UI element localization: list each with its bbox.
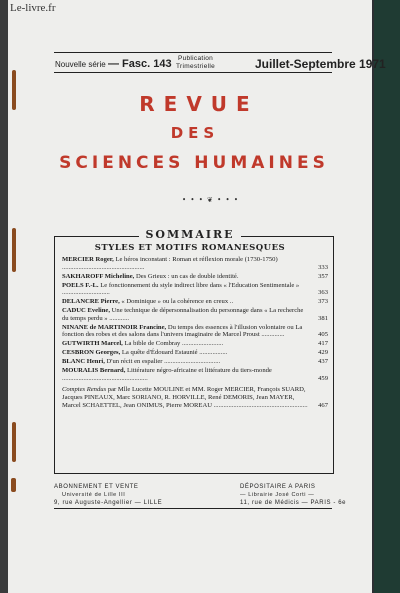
entry-title: Une technique de dépersonnalisation du personnage dans « La recherche du temps perdu » ............ bbox=[62, 307, 304, 322]
entry-author: MOURALIS Bernard, bbox=[62, 367, 126, 375]
entry-page: 405 bbox=[318, 331, 328, 339]
sommaire-title bbox=[8, 228, 372, 241]
entry-author: SAKHAROFF Micheline, bbox=[62, 272, 135, 280]
toc-entry bbox=[62, 256, 328, 271]
entry-title: D'un récit en espalier .................................. bbox=[106, 358, 221, 366]
comptes-rendus-entry bbox=[62, 386, 328, 409]
footer-left-line1: ABONNEMENT ET VENTE bbox=[54, 484, 139, 490]
watermark: Le-livre.fr bbox=[10, 2, 56, 14]
entry-title: « Dominique » ou la cohérence en creux .. bbox=[121, 298, 234, 306]
footer-rule bbox=[54, 508, 332, 509]
comptes-rendus-label: Comptes Rendus bbox=[62, 386, 107, 394]
footer-left-line2: Université de Lille III bbox=[62, 492, 126, 498]
entry-page: 429 bbox=[318, 349, 328, 357]
entry-page: 363 bbox=[318, 289, 328, 297]
toc-entry bbox=[62, 358, 328, 366]
publication-frequency bbox=[176, 55, 215, 71]
toc-entry bbox=[62, 324, 328, 339]
frequency-label: Trimestrielle bbox=[176, 63, 216, 70]
entry-title: Le fonctionnement du style indirect libre dans « l'Education Sentimentale » ............................. bbox=[62, 281, 300, 297]
footer-left-line3: 9, rue Auguste-Angellier — LILLE bbox=[54, 500, 163, 506]
footer-right-line2: — Librairie José Corti — bbox=[240, 492, 315, 498]
entry-author: BLANC Henri, bbox=[62, 358, 105, 366]
entry-author: MERCIER Roger, bbox=[62, 256, 114, 263]
entry-author: CADUC Eveline, bbox=[62, 307, 110, 315]
entry-title: Du temps des essences à l'illusion volontaire ou La fonction des robes et des salons dans l'univers imaginaire de Marcel Proust .............. bbox=[62, 323, 303, 339]
sommaire-subtitle: STYLES ET MOTIFS ROMANESQUES bbox=[94, 243, 286, 253]
toc-entry bbox=[62, 349, 328, 357]
backdrop-right bbox=[374, 0, 400, 593]
entry-page: 333 bbox=[318, 263, 328, 271]
entry-title: Le héros inconstant : Roman et réflexion morale (1730-1750) .................................................. bbox=[62, 256, 278, 271]
entry-author: POELS F.-L. bbox=[62, 281, 99, 289]
toc-entry bbox=[62, 367, 328, 382]
entry-page: 373 bbox=[318, 298, 328, 306]
fascicle-number: — Fasc. 143 bbox=[108, 58, 172, 70]
comptes-rendus-text: par Mlle Lucette MOULINE et MM. Roger MERCIER, François SUARD, Jacques PINEAUX, Marc SORIANO, R. HORVILLE, René DEMORIS, Jean MAYER, Marcel SCHAETTEL, Jean ONIMUS, Pierre MOREAU ......................................................... bbox=[62, 386, 308, 409]
entry-page: 459 bbox=[318, 374, 328, 382]
rust-stain-bottom bbox=[11, 478, 16, 492]
entry-page: 357 bbox=[318, 272, 328, 280]
header-rule-top bbox=[54, 52, 332, 53]
toc-entry bbox=[62, 282, 328, 297]
entry-page: 381 bbox=[318, 314, 328, 322]
toc-entry bbox=[62, 307, 328, 322]
sommaire-title-text: SOMMAIRE bbox=[139, 228, 240, 241]
toc-entry bbox=[62, 298, 328, 306]
journal-cover bbox=[8, 0, 386, 593]
title-sciences-humaines: SCIENCES HUMAINES bbox=[59, 153, 329, 173]
entry-page: 437 bbox=[318, 358, 328, 366]
entry-page: 417 bbox=[318, 340, 328, 348]
issue-date: Juillet-Septembre 1971 bbox=[255, 57, 386, 71]
toc-entry bbox=[62, 340, 328, 348]
title-revue: REVUE bbox=[139, 92, 259, 116]
entry-author: DELANCRE Pierre, bbox=[62, 298, 120, 306]
table-of-contents bbox=[62, 256, 328, 411]
title-des: DES bbox=[170, 124, 220, 142]
entry-author: GUTWIRTH Marcel, bbox=[62, 340, 123, 348]
header-rule-bottom bbox=[54, 72, 332, 73]
entry-title: Des Grieux : un cas de double identité. bbox=[135, 272, 239, 280]
entry-title: La quête d'Édouard Estaunié ................. bbox=[121, 349, 228, 357]
ornament-divider: • • • ❦ • • • bbox=[182, 196, 239, 204]
entry-title: Littérature négro-africaine et littérature du tiers-monde .................................................... bbox=[62, 367, 272, 382]
entry-title: La bible de Combray ......................... bbox=[124, 340, 224, 348]
toc-entry bbox=[62, 273, 328, 281]
entry-author: NINANE de MARTINOIR Francine, bbox=[62, 323, 167, 331]
comptes-rendus-page: 467 bbox=[318, 401, 328, 409]
publication-label: Publication bbox=[177, 55, 214, 62]
footer-right-line1: DÉPOSITAIRE A PARIS bbox=[240, 484, 316, 490]
entry-author: CESBRON Georges, bbox=[62, 349, 121, 357]
rust-stain-lower bbox=[12, 422, 16, 462]
footer-right-line3: 11, rue de Médicis — PARIS - 6e bbox=[240, 500, 347, 506]
series-label: Nouvelle série bbox=[55, 60, 106, 69]
